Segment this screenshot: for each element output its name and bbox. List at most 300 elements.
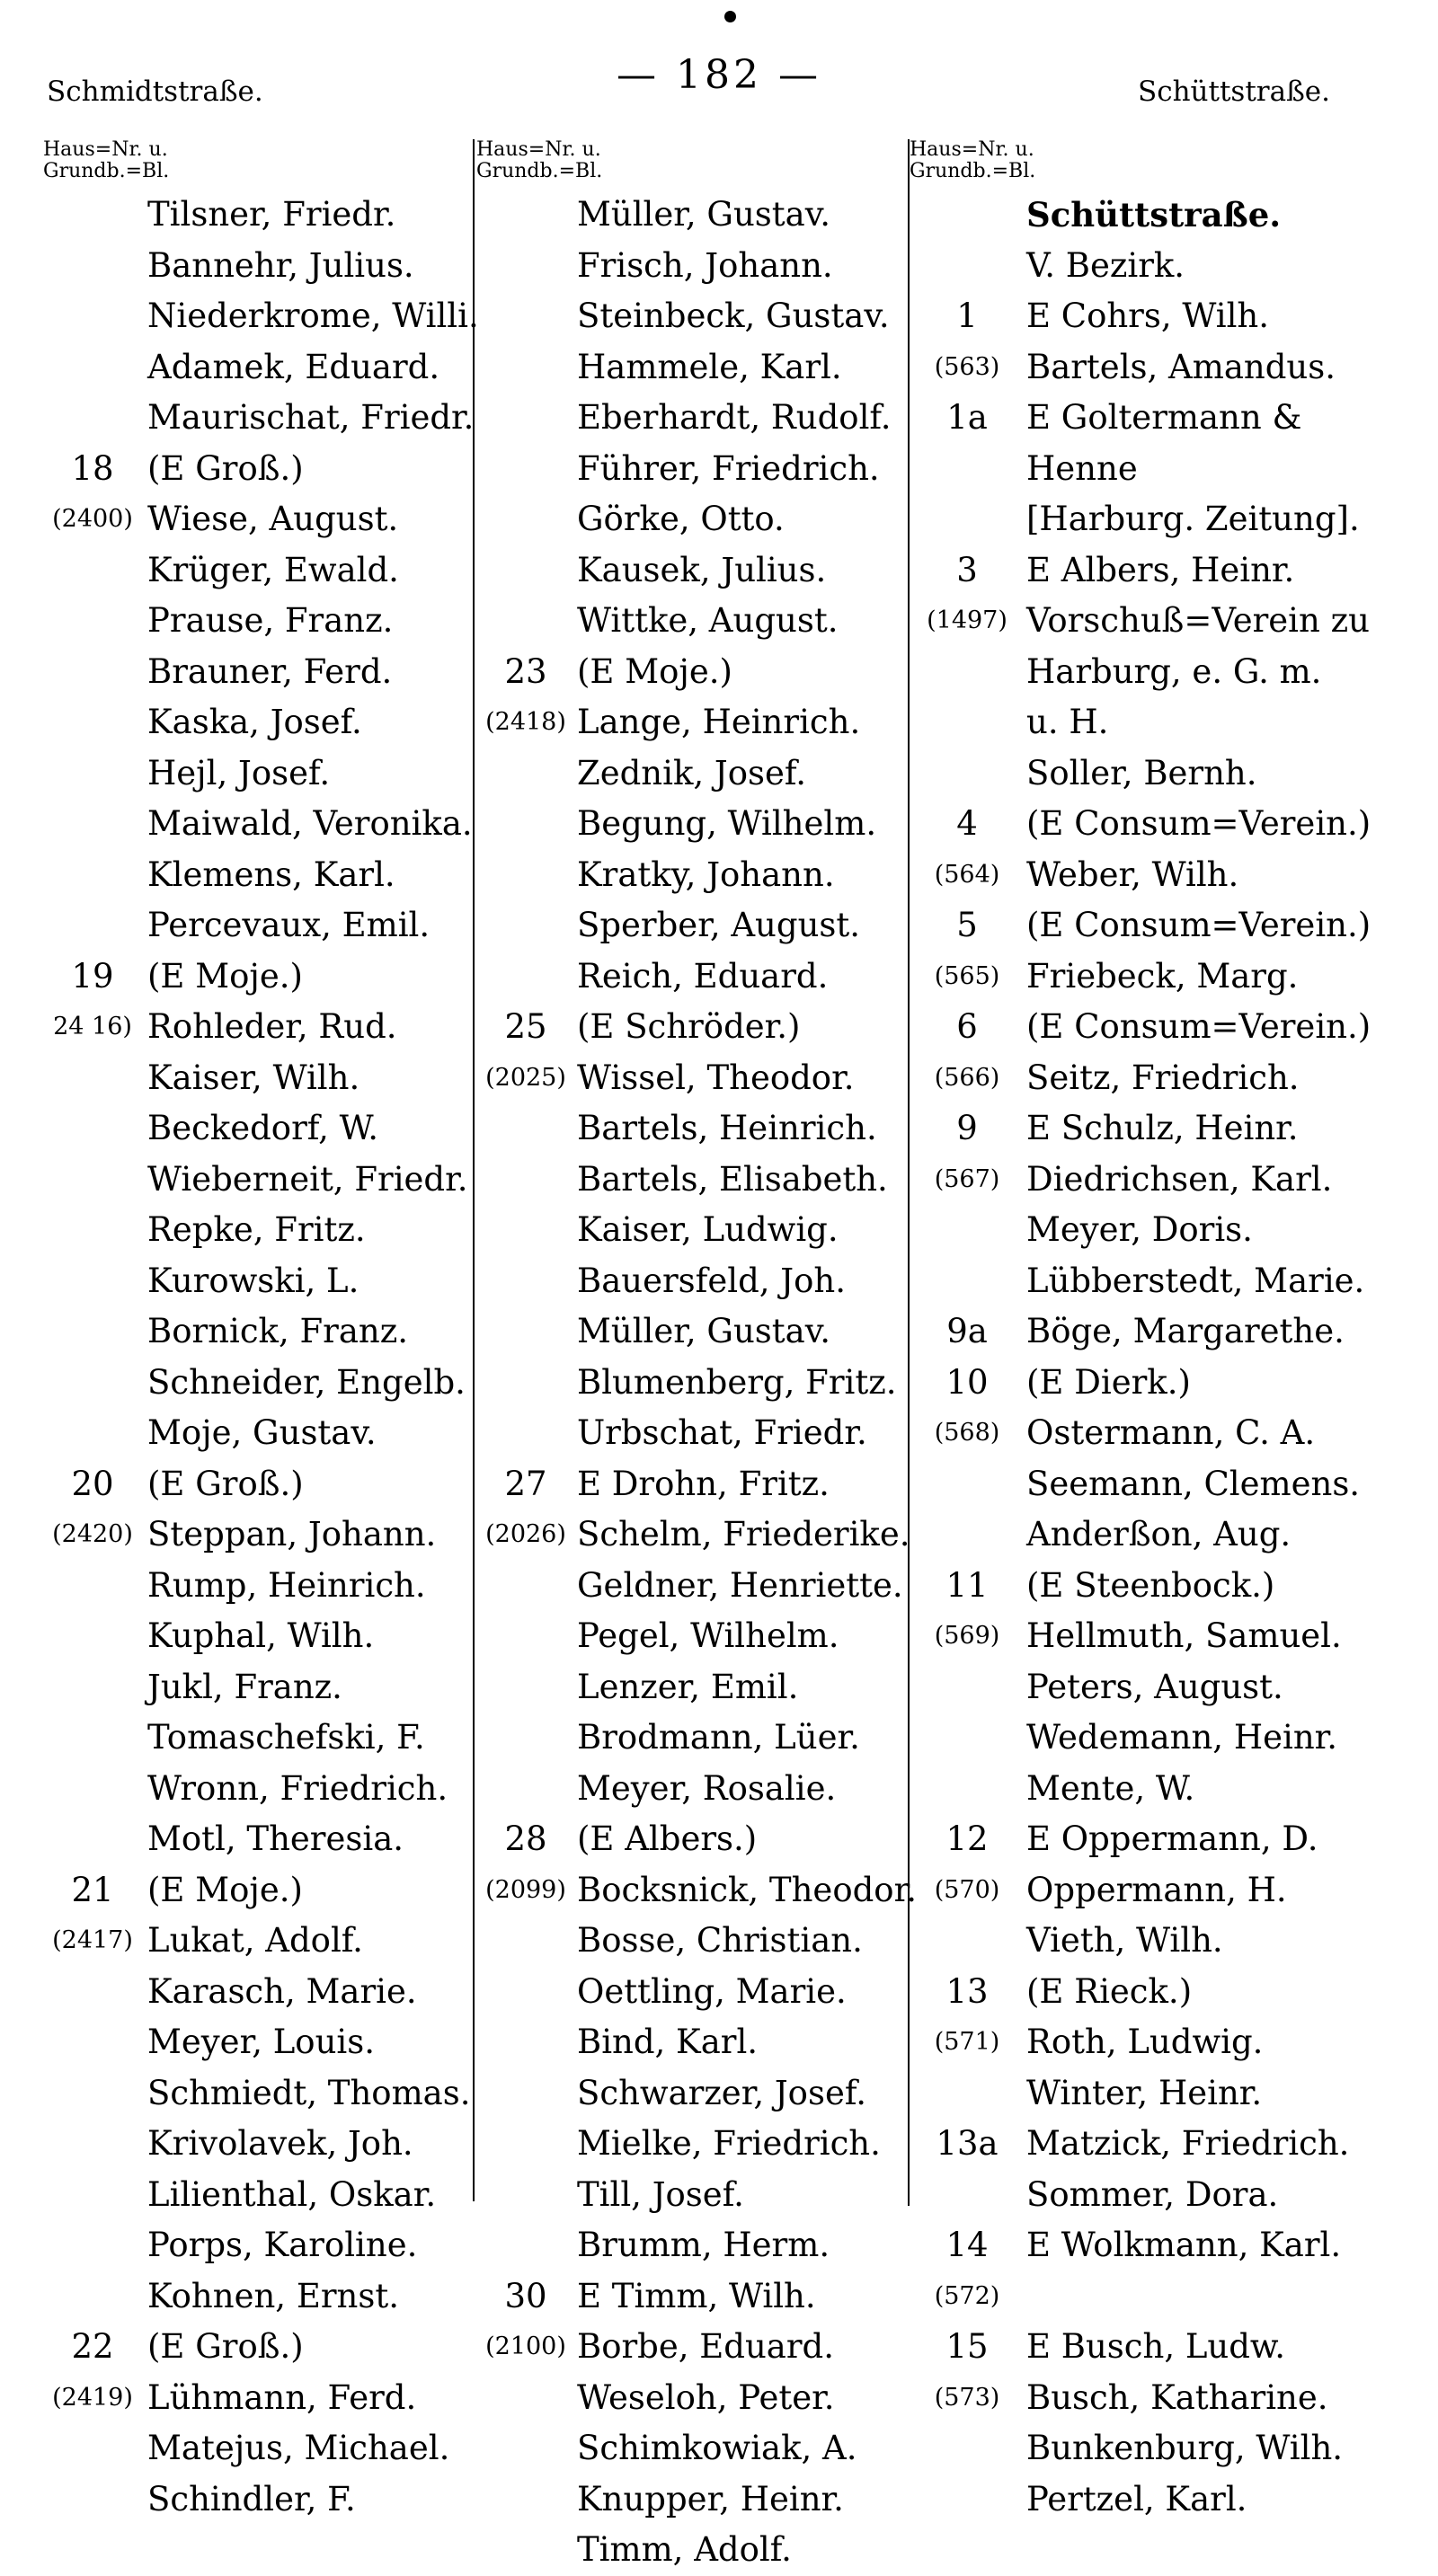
resident-name: Harburg, e. G. m. (1026, 651, 1322, 691)
directory-entry (476, 1509, 910, 1561)
directory-entry (476, 1967, 906, 2018)
house-number: 28 (504, 1819, 547, 1858)
resident-name: Sommer, Dora. (1026, 2174, 1279, 2214)
resident-name: Steppan, Johann. (147, 1515, 437, 1554)
directory-entry (476, 1814, 906, 1865)
resident-name: Müller, Gustav. (577, 1312, 830, 1350)
grundbuch-number: 24 16) (53, 1013, 132, 1040)
directory-entry (476, 2423, 906, 2474)
directory-entry (910, 1561, 1413, 1612)
directory-entry (476, 2017, 906, 2068)
resident-name: Wieberneit, Friedr. (147, 1159, 468, 1199)
resident-name: Wedemann, Heinr. (1026, 1718, 1338, 1757)
resident-name: Vorschuß=Verein zu (1026, 601, 1370, 640)
resident-name: Timm, Adolf. (577, 2530, 792, 2569)
directory-entry (910, 1002, 1413, 1053)
resident-name: Tilsner, Friedr. (147, 195, 396, 234)
house-number: 12 (945, 1819, 989, 1858)
directory-entry (43, 1256, 473, 1307)
directory-entry (910, 2322, 1413, 2373)
directory-entry (910, 1662, 1413, 1713)
resident-name: Bartels, Heinrich. (577, 1109, 877, 1147)
directory-entry (910, 1814, 1413, 1865)
directory-entry (43, 1205, 473, 1256)
directory-entry (910, 1611, 1413, 1662)
resident-name: E Oppermann, D. (1026, 1819, 1318, 1858)
directory-entry (910, 748, 1413, 800)
resident-name: Busch, Katharine. (1026, 2377, 1328, 2417)
resident-name: Knupper, Heinr. (577, 2479, 844, 2518)
house-number: 25 (504, 1007, 547, 1046)
resident-name: Bauersfeld, Joh. (577, 1261, 846, 1300)
resident-name: Kurowski, L. (147, 1261, 360, 1300)
directory-entry (910, 2373, 1413, 2424)
resident-name: Eberhardt, Rudolf. (577, 398, 892, 437)
resident-name: Henne (1026, 448, 1138, 488)
directory-entry (910, 647, 1413, 698)
resident-name: Vieth, Wilh. (1026, 1921, 1223, 1960)
directory-entry (476, 1053, 906, 1104)
directory-entry (910, 2271, 1413, 2323)
resident-name: Kuphal, Wilh. (147, 1616, 375, 1655)
grundbuch-number: (565) (934, 961, 1000, 990)
resident-name: Jukl, Franz. (147, 1667, 342, 1706)
house-number: 15 (945, 2327, 989, 2366)
resident-name: Kaiser, Ludwig. (577, 1210, 839, 1249)
directory-entry (43, 1509, 473, 1561)
directory-entry (476, 647, 906, 698)
directory-entry (476, 1459, 906, 1510)
resident-name: Brauner, Ferd. (147, 651, 393, 691)
header-right-street: Schüttstraße. (1137, 75, 1330, 108)
directory-entry (43, 1865, 473, 1917)
resident-name: (E Moje.) (147, 956, 303, 996)
directory-entry (43, 1002, 473, 1053)
resident-name: Reich, Eduard. (577, 956, 829, 996)
directory-entry (43, 1916, 473, 1967)
grundbuch-number: (2025) (485, 1063, 566, 1092)
directory-entry (910, 190, 1413, 241)
resident-name: (E Groß.) (147, 1464, 304, 1503)
directory-entry (43, 1103, 473, 1155)
resident-name: Schimkowiak, A. (577, 2429, 857, 2467)
resident-name: Maurischat, Friedr. (147, 398, 475, 437)
resident-name: (E Schröder.) (577, 1007, 801, 1046)
directory-entry (43, 1408, 473, 1459)
resident-name: Hellmuth, Samuel. (1026, 1616, 1342, 1655)
directory-entry (476, 1561, 906, 1612)
directory-entry (910, 1713, 1413, 1764)
directory-entry (476, 1713, 906, 1764)
resident-name: E Schulz, Heinr. (1026, 1109, 1299, 1147)
directory-entry (476, 1002, 906, 1053)
resident-name: Weber, Wilh. (1026, 854, 1239, 894)
directory-entry (43, 850, 473, 901)
resident-name: Schindler, F. (147, 2479, 356, 2518)
directory-entry (910, 1256, 1413, 1307)
directory-entry (43, 494, 473, 545)
resident-name: Matejus, Michael. (147, 2429, 450, 2467)
directory-entry (910, 900, 1413, 952)
resident-name: Bosse, Christian. (577, 1921, 863, 1960)
directory-entry (43, 1561, 473, 1612)
resident-name: Motl, Theresia. (147, 1819, 404, 1858)
resident-name: Pegel, Wilhelm. (577, 1616, 839, 1655)
directory-entry (476, 799, 906, 850)
directory-entry (476, 2068, 906, 2120)
resident-name: u. H. (1026, 703, 1109, 741)
grundbuch-number: (564) (934, 860, 1000, 889)
resident-name: (E Consum=Verein.) (1026, 1007, 1371, 1046)
directory-entry (910, 2068, 1413, 2120)
directory-entry (910, 1358, 1413, 1409)
resident-name: E Goltermann & (1026, 398, 1302, 437)
directory-entry (476, 748, 906, 800)
resident-name: E Wolkmann, Karl. (1026, 2226, 1342, 2264)
house-number: 23 (504, 651, 547, 691)
resident-name: Ostermann, C. A. (1026, 1413, 1316, 1452)
resident-name: Bunkenburg, Wilh. (1026, 2429, 1344, 2467)
grundbuch-number: (1497) (927, 606, 1007, 634)
resident-name: Repke, Fritz. (147, 1210, 366, 1249)
resident-name: Moje, Gustav. (147, 1413, 377, 1452)
directory-entry (43, 2271, 473, 2323)
resident-name: Wiese, August. (147, 500, 399, 538)
columns (0, 138, 1438, 2569)
column-head (43, 139, 473, 186)
resident-name: E Timm, Wilh. (577, 2276, 816, 2315)
directory-entry (43, 2170, 473, 2221)
house-number: 1a (946, 398, 988, 437)
resident-name: Niederkrome, Willi. (147, 297, 479, 335)
directory-entry (43, 647, 473, 698)
grundbuch-number: (2026) (485, 1520, 566, 1548)
resident-name: Bartels, Amandus. (1026, 347, 1336, 386)
resident-name: Karasch, Marie. (147, 1971, 417, 2011)
directory-entry (43, 2220, 473, 2271)
directory-entry (476, 697, 906, 748)
directory-entry (43, 2373, 473, 2424)
resident-name: Geldner, Henriette. (577, 1565, 903, 1605)
directory-entry (43, 900, 473, 952)
directory-entry (910, 1155, 1413, 1206)
directory-entry (476, 1306, 906, 1358)
resident-name: Wissel, Theodor. (577, 1058, 855, 1097)
resident-name: Roth, Ludwig. (1026, 2023, 1264, 2061)
directory-entry (476, 2373, 906, 2424)
directory-entry (43, 596, 473, 647)
grundbuch-number: (572) (934, 2281, 1000, 2310)
directory-entry (476, 393, 906, 444)
resident-name: Bornick, Franz. (147, 1312, 408, 1350)
resident-name: Anderßon, Aug. (1026, 1515, 1292, 1554)
resident-name: Bartels, Elisabeth. (577, 1159, 888, 1199)
house-number: 13 (945, 1971, 989, 2011)
resident-name: E Drohn, Fritz. (577, 1464, 830, 1503)
directory-entry (476, 444, 906, 495)
directory-entry (476, 1865, 917, 1917)
grundbuch-number: (2419) (52, 2383, 133, 2412)
directory-entry (43, 1764, 473, 1815)
resident-name: Oettling, Marie. (577, 1971, 847, 2011)
directory-entry (910, 850, 1413, 901)
resident-name: Tomaschefski, F. (147, 1718, 425, 1757)
directory-entry (476, 1611, 906, 1662)
resident-name: Lenzer, Emil. (577, 1667, 799, 1706)
directory-entry (43, 799, 473, 850)
resident-name: Zednik, Josef. (577, 753, 807, 792)
directory-entry (910, 1967, 1413, 2018)
grundbuch-number: (2400) (52, 505, 133, 533)
resident-name: Hejl, Josef. (147, 753, 331, 792)
resident-name: Steinbeck, Gustav. (577, 297, 890, 335)
directory-entry (43, 1814, 473, 1865)
directory-entry (476, 952, 906, 1003)
directory-entry (476, 545, 906, 597)
resident-name: Brumm, Herm. (577, 2226, 830, 2264)
resident-name: Lühmann, Ferd. (147, 2377, 417, 2417)
resident-name: Krüger, Ewald. (147, 550, 399, 589)
resident-name: Schneider, Engelb. (147, 1362, 466, 1402)
directory-entry (910, 1053, 1413, 1104)
house-number: 30 (504, 2276, 547, 2315)
house-number: 4 (956, 804, 978, 843)
resident-name: Meyer, Rosalie. (577, 1768, 837, 1808)
resident-name: Maiwald, Veronika. (147, 804, 473, 843)
directory-entry (476, 291, 906, 342)
grundbuch-number: (569) (934, 1622, 1000, 1650)
directory-entry (43, 1155, 473, 1206)
resident-name: Böge, Margarethe. (1026, 1312, 1345, 1350)
resident-name: Mente, W. (1026, 1768, 1195, 1808)
entry-list (43, 190, 479, 2525)
house-number: 20 (71, 1464, 114, 1503)
directory-entry (910, 1408, 1413, 1459)
directory-entry (43, 1306, 473, 1358)
resident-name: Matzick, Friedrich. (1026, 2124, 1350, 2163)
directory-entry (43, 2474, 473, 2526)
directory-entry (43, 291, 479, 342)
directory-entry (476, 1103, 906, 1155)
directory-entry (476, 241, 906, 292)
directory-entry (43, 1713, 473, 1764)
column-head-line: Haus=Nr. u. (43, 138, 168, 161)
resident-name: Kaska, Josef. (147, 703, 362, 741)
directory-entry (910, 2423, 1413, 2474)
resident-name: Wronn, Friedrich. (147, 1768, 448, 1808)
resident-name: [Harburg. Zeitung]. (1026, 500, 1360, 538)
resident-name: (E Groß.) (147, 448, 304, 488)
resident-name: Brodmann, Lüer. (577, 1718, 860, 1757)
column-3 (910, 139, 1413, 2525)
page-header (0, 0, 1438, 135)
directory-entry (476, 1358, 906, 1409)
directory-entry (476, 2525, 906, 2576)
resident-name: (E Albers.) (577, 1819, 758, 1858)
directory-entry (43, 342, 473, 394)
directory-entry (43, 1611, 473, 1662)
house-number: 13a (936, 2124, 999, 2163)
grundbuch-number: (573) (934, 2383, 1000, 2412)
directory-entry (43, 1358, 473, 1409)
directory-entry (910, 1306, 1413, 1358)
resident-name: Seitz, Friedrich. (1026, 1058, 1300, 1097)
resident-name: Klemens, Karl. (147, 854, 395, 894)
resident-name: Schwarzer, Josef. (577, 2073, 866, 2112)
house-number: 3 (956, 550, 978, 589)
grundbuch-number: (571) (934, 2028, 1000, 2056)
resident-name: Peters, August. (1026, 1667, 1283, 1706)
column-head-line: Grundb.=Bl. (910, 160, 1036, 182)
directory-entry (910, 494, 1413, 545)
house-number: 11 (945, 1565, 989, 1605)
resident-name: Müller, Gustav. (577, 195, 830, 234)
directory-entry (43, 952, 473, 1003)
resident-name: (E Steenbock.) (1026, 1565, 1275, 1605)
resident-name: Soller, Bernh. (1026, 753, 1257, 792)
resident-name: Diedrichsen, Karl. (1026, 1159, 1333, 1199)
resident-name: Lukat, Adolf. (147, 1921, 363, 1960)
grundbuch-number: (2418) (485, 708, 566, 736)
directory-entry (476, 596, 906, 647)
resident-name: Lange, Heinrich. (577, 703, 861, 741)
directory-entry (910, 1509, 1413, 1561)
directory-entry (476, 2119, 906, 2170)
house-number: 19 (71, 956, 114, 996)
directory-entry (43, 697, 473, 748)
directory-entry (910, 545, 1413, 597)
column-head (476, 139, 906, 186)
resident-name: (E Consum=Verein.) (1026, 804, 1371, 843)
directory-entry (476, 1662, 906, 1713)
house-number: 18 (71, 448, 114, 488)
page-number: — 182 — (617, 52, 821, 98)
directory-entry (910, 697, 1413, 748)
grundbuch-number: (2100) (485, 2333, 566, 2360)
resident-name: Bannehr, Julius. (147, 245, 414, 285)
resident-name: Adamek, Eduard. (147, 347, 440, 386)
resident-name: Meyer, Louis. (147, 2023, 375, 2061)
column-head-line: Grundb.=Bl. (43, 160, 170, 182)
resident-name: E Busch, Ludw. (1026, 2327, 1285, 2366)
resident-name: Kaiser, Wilh. (147, 1058, 360, 1097)
resident-name: Führer, Friedrich. (577, 448, 880, 488)
resident-name: (E Groß.) (147, 2327, 304, 2366)
grundbuch-number: (2099) (485, 1875, 566, 1904)
resident-name: (E Moje.) (577, 651, 732, 691)
resident-name: Rohleder, Rud. (147, 1007, 397, 1046)
resident-name: Blumenberg, Fritz. (577, 1362, 897, 1402)
directory-entry (910, 1205, 1413, 1256)
directory-entry (476, 900, 906, 952)
grundbuch-number: (570) (934, 1875, 1000, 1904)
column-1 (43, 138, 479, 2525)
directory-entry (43, 748, 473, 800)
resident-name: Begung, Wilhelm. (577, 804, 877, 843)
house-number: 1 (956, 297, 978, 335)
resident-name: Weseloh, Peter. (577, 2377, 835, 2417)
column-head-line: Haus=Nr. u. (910, 138, 1034, 161)
directory-entry (43, 444, 473, 495)
resident-name: (E Dierk.) (1026, 1362, 1191, 1402)
resident-name: Rump, Heinrich. (147, 1565, 426, 1605)
directory-entry (43, 1053, 473, 1104)
directory-entry (43, 1967, 473, 2018)
directory-entry (910, 2017, 1413, 2068)
directory-entry (910, 2220, 1413, 2271)
resident-name: Frisch, Johann. (577, 245, 833, 285)
house-number: 21 (71, 1870, 114, 1909)
directory-entry (43, 1662, 473, 1713)
directory-entry (910, 2170, 1413, 2221)
resident-name: Schelm, Friederike. (577, 1515, 910, 1554)
grundbuch-number: (567) (934, 1164, 1000, 1193)
house-number: 6 (956, 1007, 978, 1046)
directory-entry (476, 1916, 906, 1967)
directory-entry (476, 1205, 906, 1256)
directory-entry (910, 342, 1413, 394)
resident-name: Percevaux, Emil. (147, 906, 431, 944)
resident-name: (E Rieck.) (1026, 1971, 1193, 2011)
resident-name: Sperber, August. (577, 906, 861, 944)
resident-name: Hammele, Karl. (577, 347, 842, 386)
directory-entry (476, 2170, 906, 2221)
directory-entry (910, 291, 1413, 342)
directory-entry (910, 444, 1413, 495)
column-head-line: Grundb.=Bl. (476, 160, 603, 182)
directory-entry (43, 2423, 473, 2474)
resident-name: Bind, Karl. (577, 2023, 759, 2061)
resident-name: Kohnen, Ernst. (147, 2276, 399, 2315)
resident-name: Kausek, Julius. (577, 550, 827, 589)
resident-name: Pertzel, Karl. (1026, 2479, 1247, 2518)
resident-name: Friebeck, Marg. (1026, 956, 1299, 996)
house-number: 9 (956, 1109, 978, 1147)
entry-list (910, 190, 1413, 2525)
directory-entry (476, 1408, 906, 1459)
directory-entry (43, 2322, 473, 2373)
directory-entry (476, 190, 906, 241)
resident-name: Schmiedt, Thomas. (147, 2073, 471, 2112)
directory-entry (476, 850, 906, 901)
column-head (910, 139, 1413, 186)
directory-entry (43, 241, 473, 292)
directory-entry (476, 2322, 906, 2373)
house-number: 9a (946, 1312, 988, 1350)
resident-name: Borbe, Eduard. (577, 2327, 834, 2366)
resident-name: Prause, Franz. (147, 601, 394, 640)
resident-name: Urbschat, Friedr. (577, 1413, 867, 1452)
resident-name: E Albers, Heinr. (1026, 550, 1295, 589)
directory-entry (476, 494, 906, 545)
grundbuch-number: (2420) (52, 1520, 133, 1548)
directory-entry (43, 2017, 473, 2068)
directory-entry (476, 2271, 906, 2323)
directory-entry (910, 1459, 1413, 1510)
grundbuch-number: (2417) (52, 1926, 133, 1954)
entry-list (476, 190, 917, 2576)
resident-name: (E Consum=Verein.) (1026, 906, 1371, 944)
resident-name: Beckedorf, W. (147, 1109, 378, 1147)
grundbuch-number: (568) (934, 1419, 1000, 1447)
resident-name: Seemann, Clemens. (1026, 1464, 1361, 1503)
directory-entry (476, 2474, 906, 2526)
resident-name: V. Bezirk. (1026, 245, 1185, 285)
column-2 (476, 138, 917, 2576)
resident-name: Till, Josef. (577, 2174, 744, 2214)
directory-entry (476, 1155, 906, 1206)
directory-entry (43, 545, 473, 597)
